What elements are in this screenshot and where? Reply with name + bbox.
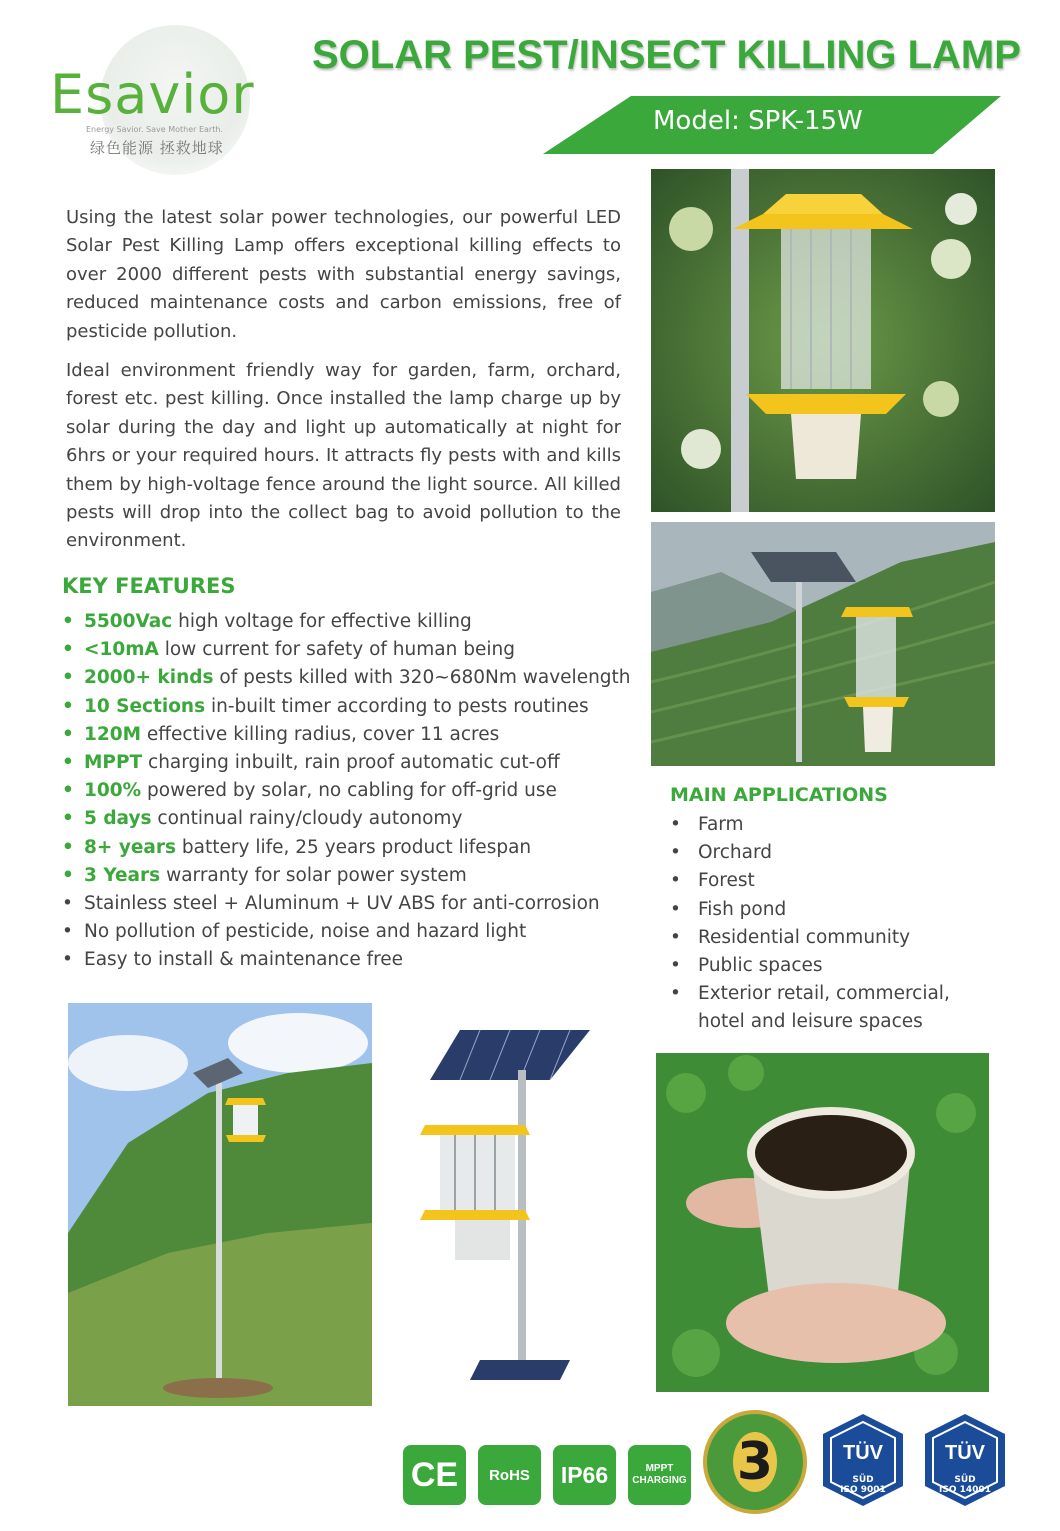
feature-highlight: 120M [84,723,142,745]
feature-text: continual rainy/cloudy autonomy [151,808,463,830]
model-banner [543,96,1001,154]
feature-highlight: 2000+ kinds [84,667,214,689]
list-item [62,862,642,890]
bullet-icon: • [62,949,73,971]
list-item [670,980,990,1036]
bullet-icon: • [670,955,681,977]
mppt-charging-badge [628,1445,691,1505]
bullet-icon: • [670,842,681,864]
bullet-icon: • [62,780,74,802]
applications-list [670,811,990,1037]
usage-paragraph: Ideal environment friendly way for garden, farm, orchard, forest etc. pest killing. Once installed the lamp charge up by solar during the day and light up automatically at night for 6hrs or your required hours. It attracts fly pests with and kills them by high-voltage fence around the light source. All killed pests will drop into the collect bag to avoid pollution to the environment. [66,360,621,552]
bullet-icon: • [62,808,74,830]
feature-highlight: 100% [84,780,142,802]
list-item [62,721,642,749]
company-logo [40,25,290,165]
logo-tagline-en: Energy Savior. Save Mother Earth. [86,125,223,134]
list-item [62,777,642,805]
list-item [62,608,642,636]
tuv-iso9001-badge [815,1412,911,1508]
lamp-tea-hill-photo [651,522,995,766]
application-text: Residential community [698,926,911,948]
feature-text: charging inbuilt, rain proof automatic cut-off [142,752,560,774]
feature-highlight: <10mA [84,639,159,661]
list-item [62,664,642,692]
bullet-icon: • [62,836,74,858]
application-text: Public spaces [698,955,823,977]
bullet-icon: • [62,752,74,774]
lamp-hillside-photo [68,1003,372,1406]
list-item [62,805,642,833]
rohs-badge: RoHS [478,1445,541,1505]
bullet-icon: • [670,870,681,892]
feature-text: low current for safety of human being [158,639,515,661]
feature-highlight: MPPT [84,752,143,774]
bullet-icon: • [670,926,681,948]
tuv1-sub: SÜD ISO 9001 [840,1475,886,1495]
application-text: Fish pond [698,898,787,920]
logo-brand-text: Esavior [50,63,255,126]
tuv-iso14001-badge [917,1412,1013,1508]
tuv2-sub: SÜD ISO 14001 [939,1475,991,1495]
bullet-icon: • [62,667,74,689]
list-item [62,946,642,974]
list-item [62,918,642,946]
list-item [670,952,990,980]
bullet-icon: • [62,864,74,886]
list-item [62,636,642,664]
feature-text: effective killing radius, cover 11 acres [141,723,500,745]
list-item [670,839,990,867]
bullet-icon: • [62,639,74,661]
lamp-orchard-photo [651,169,995,512]
intro-paragraph: Using the latest solar power technologies, our powerful LED Solar Pest Killing Lamp offers exceptional killing effects to over 2000 different pests with substantial energy savings, reduced maintenance costs and carbon emissions, free of pesticide pollution. [66,207,621,342]
feature-text: high voltage for effective killing [172,611,472,632]
page-title: SOLAR PEST/INSECT KILLING LAMP [312,33,1021,77]
bullet-icon: • [62,921,73,943]
feature-highlight: 8+ years [84,836,177,858]
warranty-seal-badge [703,1410,807,1514]
application-text: Farm [698,814,744,835]
bullet-icon: • [62,611,74,632]
feature-highlight: 5500Vac [84,611,173,632]
bullet-icon: • [670,898,681,920]
feature-highlight: 3 Years [84,864,161,886]
application-text: Exterior retail, commercial, hotel and leisure spaces [698,983,950,1033]
mppt-line2: CHARGING [632,1475,687,1486]
warranty-years: 3 [733,1432,777,1492]
feature-text: Easy to install & maintenance free [84,949,404,971]
bullet-icon: • [62,695,74,717]
application-text: Forest [698,870,755,892]
bullet-icon: • [62,893,73,915]
model-label: Model: SPK-15W [653,106,863,136]
list-item [62,749,642,777]
list-item [670,867,990,895]
tuv1-title: TÜV [843,1442,883,1464]
bullet-icon: • [62,723,74,745]
lamp-product-photo [400,1030,600,1380]
ip66-badge: IP66 [553,1445,616,1505]
logo-tagline-cn: 绿色能源 拯救地球 [90,139,224,157]
collected-pests-photo [656,1053,989,1392]
list-item [670,811,990,839]
feature-text: in-built timer according to pests routines [205,695,589,717]
feature-text: of pests killed with 320~680Nm wavelength [213,667,631,689]
feature-highlight: 10 Sections [84,695,206,717]
feature-text: No pollution of pesticide, noise and hazard light [84,921,527,943]
feature-highlight: 5 days [84,808,152,830]
list-item [670,924,990,952]
feature-text: battery life, 25 years product lifespan [176,836,532,858]
bullet-icon: • [670,814,681,835]
ce-badge: CE [403,1445,466,1505]
key-features-list [62,608,642,975]
key-features-title: KEY FEATURES [62,574,236,598]
tuv2-title: TÜV [945,1442,985,1464]
feature-text: warranty for solar power system [160,864,467,886]
list-item [62,834,642,862]
feature-text: Stainless steel + Aluminum + UV ABS for anti-corrosion [84,893,600,915]
application-text: Orchard [698,842,773,864]
list-item [62,890,642,918]
feature-text: powered by solar, no cabling for off-grid use [141,780,557,802]
list-item [62,693,642,721]
list-item [670,896,990,924]
main-applications-title: MAIN APPLICATIONS [670,784,888,806]
mppt-line1: MPPT [645,1463,674,1474]
bullet-icon: • [670,983,681,1005]
